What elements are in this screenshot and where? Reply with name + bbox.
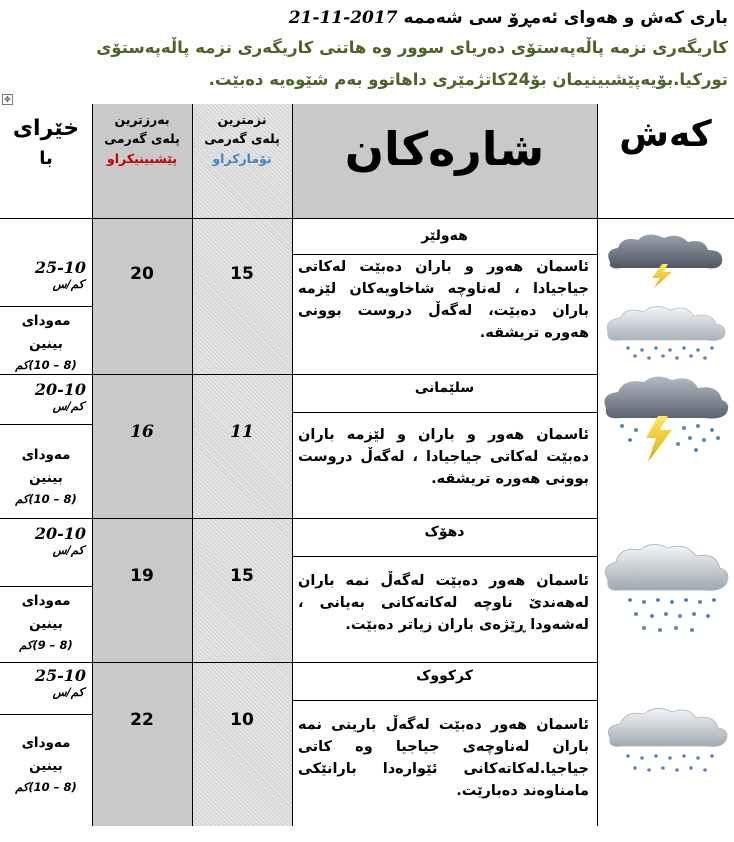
visibility-range: (8 – 9)کم [19, 637, 73, 652]
column-divider [192, 104, 193, 826]
wind-visibility-divider [0, 306, 92, 307]
wind-speed-cell [0, 666, 92, 710]
max-header-line-2: پلەی گەرمی [104, 131, 180, 147]
city-name: سلێمانی [414, 380, 475, 396]
wind-visibility-divider [0, 586, 92, 587]
city-name: هەولێر [421, 228, 468, 244]
wind-header-line-2: با [39, 148, 53, 169]
synopsis-line-2: تورکیا.بۆیەپێشبینیمان بۆ24کاتژمێری داهاتوو بەم شێوەیە دەبێت. [208, 70, 728, 89]
wind-speed-value: 25-10 [34, 666, 86, 685]
visibility-cell [0, 444, 92, 520]
min-temp-header [192, 110, 292, 190]
wind-header-line-1: خێرای [12, 116, 80, 141]
report-date: 2017-11-21 [288, 8, 398, 28]
wind-visibility-divider [0, 714, 92, 715]
city-name-divider [292, 700, 597, 701]
city-description: ئاسمان هەور دەبێت لەگەڵ بارینی نمە باران لەناوچەی جیاجیا وە کاتی جیاجیا.لەکاتەکانی ئێوارەدا بارانێکی مامناوەند دەبارێت. [298, 717, 589, 800]
visibility-label: مەودای بینین [21, 447, 71, 486]
visibility-cell [0, 732, 92, 818]
max-header-line-3: پێشبینیکراو [106, 150, 178, 166]
max-temp-value: 22 [130, 710, 154, 730]
wind-speed-unit: کم/س [52, 399, 84, 413]
visibility-label: مەودای بینین [21, 735, 71, 774]
visibility-range: (8 – 10)کم [15, 779, 77, 794]
city-name: کرکووک [416, 668, 473, 684]
wind-speed-unit: کم/س [52, 685, 84, 699]
rain-cloud-icon [604, 708, 730, 780]
row-divider [0, 662, 597, 663]
wind-speed-header [0, 112, 92, 192]
column-divider [92, 104, 93, 826]
column-divider [292, 104, 293, 826]
visibility-label: مەودای بینین [21, 313, 71, 352]
forecast-table [0, 104, 734, 826]
wind-speed-cell [0, 524, 92, 568]
city-name-divider [292, 254, 597, 255]
header [0, 0, 734, 98]
wind-speed-value: 20-10 [34, 380, 86, 399]
wind-speed-value: 20-10 [34, 524, 86, 543]
cities-column-header: شارەکان [344, 122, 545, 176]
table-move-handle-icon[interactable]: ✥ [2, 94, 13, 105]
visibility-cell [0, 590, 92, 666]
city-name-divider [292, 412, 597, 413]
city-description: ئاسمان هەور و باران دەبێت لەکاتی جیاجیادا ، لەناوچە شاخاویەکان لێزمە باران دەبێت، لەگەڵ دروست بوونی هەورە تریشقە. [298, 259, 589, 342]
column-divider [597, 104, 598, 826]
city-description: ئاسمان هەور و باران و لێزمە باران دەبێت لەکاتی جیاجیادا ، لەگەڵ دروست بوونی هەورە تریشقە. [298, 427, 589, 488]
wind-speed-cell [0, 258, 92, 306]
wind-speed-unit: کم/س [52, 277, 84, 291]
city-name-divider [292, 556, 597, 557]
visibility-cell [0, 310, 92, 376]
row-divider [0, 218, 734, 219]
min-header-line-1: نزمترین [217, 112, 267, 127]
wind-speed-value: 25-10 [34, 258, 86, 277]
min-temp-value: 10 [230, 710, 254, 730]
max-temp-header [92, 110, 192, 190]
rain-cloud-icon [602, 304, 730, 364]
wind-speed-unit: کم/س [52, 543, 84, 557]
storm-rain-cloud-icon [600, 374, 730, 464]
report-title [289, 8, 728, 28]
city-description: ئاسمان هەور دەبێت لەگەڵ نمە باران لەهەندێ ناوچە لەکاتەکانی بەیانی ، لەشەودا ڕێژەی باران زیاتر دەبێت. [298, 573, 589, 634]
max-temp-value: 16 [130, 422, 154, 442]
synopsis-line-1: کاریگەری نزمە پاڵەپەستۆی دەریای سوور وە هاتنی کاریگەری نزمە پاڵەپەستۆی [96, 38, 728, 57]
city-name: دهۆک [424, 524, 465, 540]
visibility-range: (8 – 10)کم [15, 491, 77, 506]
min-temp-value: 15 [230, 566, 254, 586]
report-title-text: باری کەش و هەوای ئەمڕۆ سی شەممە [403, 8, 728, 28]
wind-speed-cell [0, 380, 92, 424]
max-header-line-1: بەرزترین [114, 112, 170, 127]
visibility-label: مەودای بینین [21, 593, 71, 632]
min-temp-value: 11 [230, 422, 254, 442]
weather-column-header: کەش [619, 114, 712, 155]
min-temp-value: 15 [230, 264, 254, 284]
max-temp-value: 19 [130, 566, 154, 586]
wind-visibility-divider [0, 424, 92, 425]
row-divider [0, 518, 597, 519]
min-header-line-2: پلەی گەرمی [204, 131, 280, 147]
storm-cloud-icon [602, 230, 730, 288]
rain-cloud-icon [600, 544, 730, 634]
max-temp-value: 20 [130, 264, 154, 284]
min-header-line-3: تۆمارکراو [212, 150, 272, 166]
row-divider [0, 374, 597, 375]
visibility-range: (8 – 10)کم [15, 357, 77, 372]
